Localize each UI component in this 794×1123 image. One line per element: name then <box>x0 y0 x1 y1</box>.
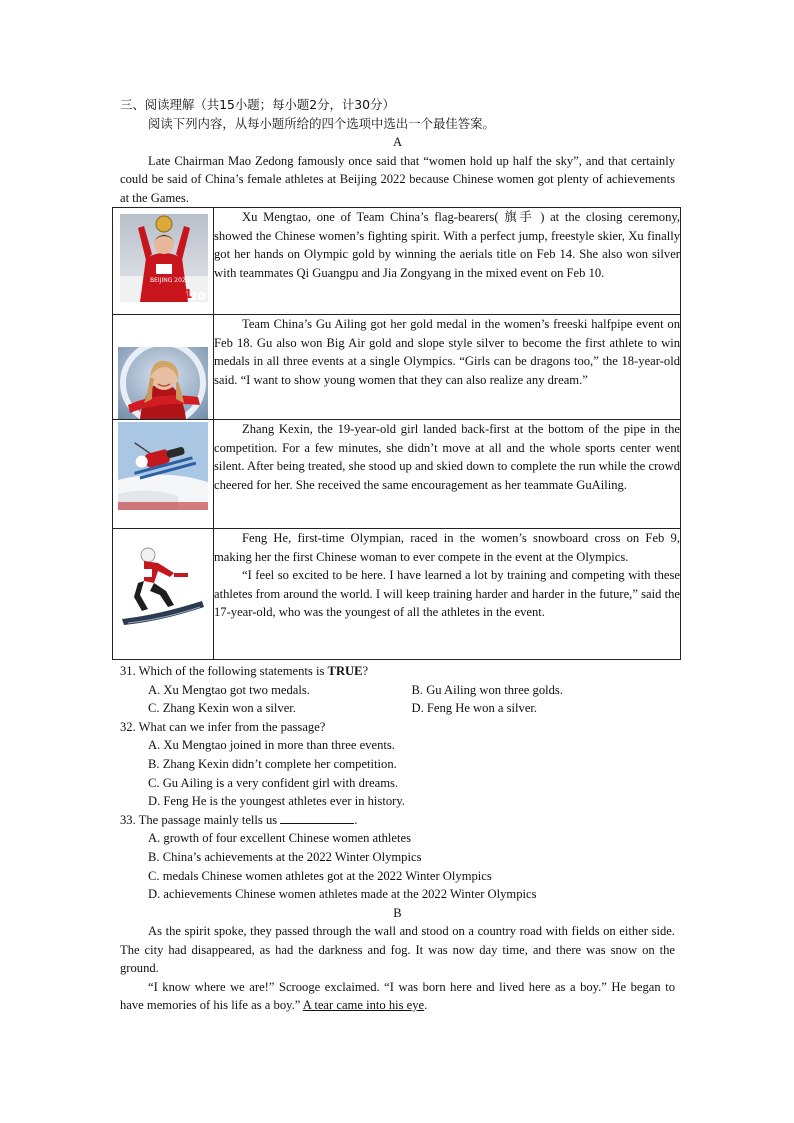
gu-ailing-image <box>118 347 208 419</box>
option[interactable]: C. Zhang Kexin won a silver. <box>148 701 296 716</box>
option[interactable]: B. China’s achievements at the 2022 Winter Olympics <box>148 849 422 864</box>
athlete-text-cell <box>214 420 681 529</box>
passage-a-intro: Late Chairman Mao Zedong famously once said that “women hold up half the sky”, and that certainly could be said of China’s female athletes at Beijing 2022 because Chinese women got plenty of achievements at the Games. <box>120 153 675 205</box>
question-stem-end: . <box>354 812 358 827</box>
option[interactable]: C. Gu Ailing is a very confident girl with dreams. <box>148 775 399 790</box>
section-title: 三、阅读理解（共15小题；每小题2分，计30分） <box>120 97 395 112</box>
athlete-paragraph: Zhang Kexin, the 19-year-old girl landed back-first at the bottom of the pipe in the competition. For a few minutes, she didn’t move at all and the whole sports center went silent. After being treated, she stood up and skied down to complete the run while the crowd cheered for her. She received the same encouragement as her teammate GuAiling. <box>214 422 680 492</box>
passage-b-paragraph: As the spirit spoke, they passed through the wall and stood on a country road with fields on either side. The city had disappeared, as had the darkness and fog. It was now day time, and there was snow on the ground. <box>120 924 675 976</box>
exam-page <box>120 96 680 1015</box>
athlete-text-cell <box>214 529 681 660</box>
passage-a-label: A <box>392 135 403 149</box>
zhang-kexin-image <box>118 422 208 510</box>
passage-b-text-end: . <box>424 998 428 1013</box>
question-stem: 31. Which of the following statements is <box>120 664 328 678</box>
option[interactable]: A. growth of four excellent Chinese women athletes <box>148 831 411 846</box>
athlete-row <box>113 208 681 315</box>
passage-b-label: B <box>393 905 402 920</box>
option[interactable]: A. Xu Mengtao got two medals. <box>148 682 310 697</box>
option[interactable]: C. medals Chinese women athletes got at the 2022 Winter Olympics <box>148 868 492 883</box>
athlete-text-cell <box>214 208 681 315</box>
athlete-row <box>113 420 681 529</box>
athlete-paragraph: “I feel so excited to be here. I have learned a lot by training and competing with these athletes from around the world. I will keep training harder and harder in the future,” said the 17-year-old, who was the youngest of all the athletes in the event. <box>214 568 680 620</box>
question-31 <box>120 662 675 681</box>
athlete-paragraph: Xu Mengtao, one of Team China’s flag-bearers( 旗手 ) at the closing ceremony, showed the Chinese women’s fighting spirit. With a perfect jump, freestyle skier, Xu finally got her hands on Olympic gold by winning the aerials title on Feb 14. She also won silver with teammates Qi Guangpu and Jia Zongyang in the mixed event on Feb 10. <box>214 210 680 280</box>
question-stem-emphasis: TRUE <box>327 664 363 678</box>
bib-number: 1 <box>184 287 193 301</box>
passage-b-paragraph <box>120 978 675 1015</box>
athlete-row <box>113 315 681 420</box>
xu-mengtao-image <box>120 214 208 302</box>
athlete-photo-cell <box>113 529 214 660</box>
zhang-kexin-photo <box>118 422 208 510</box>
question-32: 32. What can we infer from the passage? <box>120 719 326 734</box>
athlete-paragraph: Team China’s Gu Ailing got her gold medal in the women’s freeski halfpipe event on Feb 18. Gu also won Big Air gold and slope style silver to become the first athlete to win medals in all three events at a single Olympics. “Girls can be dragons too,” the 18-year-old said. “I want to show young women that they can also realize any dream.” <box>214 317 680 387</box>
options-31 <box>120 681 675 718</box>
athlete-photo-cell <box>113 315 214 420</box>
answer-blank <box>280 811 354 824</box>
bib-brand: BEIJING 2022 <box>150 277 190 284</box>
section-instruction: 阅读下列内容，从每小题所给的四个选项中选出一个最佳答案。 <box>148 115 495 131</box>
athlete-photo-cell <box>113 208 214 315</box>
athlete-row <box>113 529 681 660</box>
option[interactable]: B. Gu Ailing won three golds. <box>411 682 563 697</box>
year-mark: 20 <box>190 290 206 302</box>
athlete-text-cell <box>214 315 681 420</box>
option[interactable]: B. Zhang Kexin didn’t complete her competition. <box>148 756 397 771</box>
option[interactable]: A. Xu Mengtao joined in more than three events. <box>148 738 395 753</box>
underlined-phrase: A tear came into his eye <box>302 998 425 1013</box>
xu-mengtao-photo <box>120 214 208 302</box>
question-stem-end: ? <box>362 664 369 678</box>
athletes-table <box>112 207 681 660</box>
question-33 <box>120 811 675 830</box>
option[interactable]: D. Feng He won a silver. <box>411 701 538 716</box>
option[interactable]: D. achievements Chinese women athletes made at the 2022 Winter Olympics <box>148 887 537 902</box>
options-32 <box>120 736 675 810</box>
gu-ailing-photo <box>118 347 208 419</box>
athlete-paragraph: Feng He, first-time Olympian, raced in the women’s snowboard cross on Feb 9, making her the first Chinese woman to ever compete in the event at the Olympics. <box>214 531 680 564</box>
athlete-photo-cell <box>113 420 214 529</box>
options-33 <box>120 829 675 903</box>
feng-he-image <box>118 543 208 627</box>
option[interactable]: D. Feng He is the youngest athletes ever in history. <box>148 794 405 809</box>
feng-he-photo <box>118 543 208 627</box>
passage-b-text: “I know where we are!” Scrooge exclaimed. “I was born here and lived here as a boy.” He began to have memories of his life as a boy.” <box>120 979 675 1013</box>
question-stem: 33. The passage mainly tells us <box>120 812 278 827</box>
